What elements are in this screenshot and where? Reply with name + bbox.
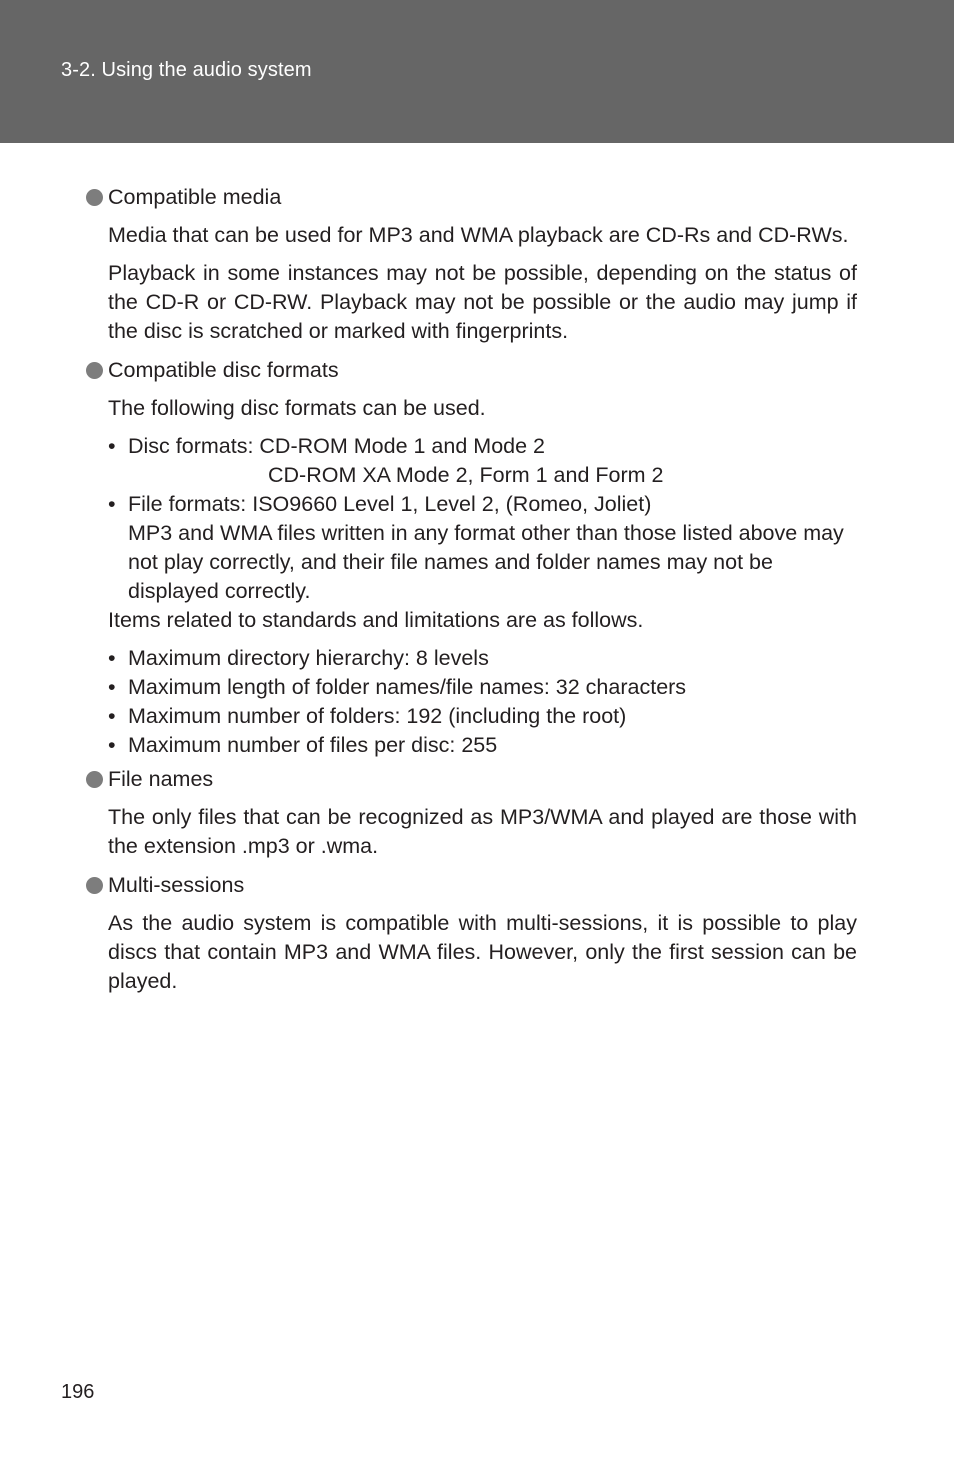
bullet-mark: •: [108, 646, 116, 670]
bullet-mark: •: [108, 492, 116, 516]
bullet-mark: •: [108, 733, 116, 757]
list-item: • Maximum number of files per disc: 255: [108, 731, 857, 760]
paragraph: Media that can be used for MP3 and WMA playback are CD-Rs and CD-RWs.: [108, 223, 849, 247]
paragraph: The following disc formats can be used.: [108, 396, 486, 420]
file-formats-note: MP3 and WMA files written in any format other than those listed above may not play correctly, and their file names and folder names may not be displayed correctly.: [128, 521, 844, 603]
paragraph: The only files that can be recognized as MP3/WMA and played are those with the extension .mp3 or .wma.: [108, 805, 857, 858]
disc-formats-line1: Disc formats: CD-ROM Mode 1 and Mode 2: [128, 434, 545, 458]
heading-text: Compatible media: [108, 185, 282, 209]
limits-list: [108, 644, 857, 760]
heading-text: File names: [108, 767, 214, 791]
list-item: [108, 432, 857, 490]
heading-text: Compatible disc formats: [108, 358, 339, 382]
heading-file-names: [86, 765, 857, 794]
list-item: • Maximum directory hierarchy: 8 levels: [108, 644, 857, 673]
heading-text: Multi-sessions: [108, 873, 245, 897]
page-content: [86, 181, 857, 996]
heading-compatible-disc-formats: [86, 356, 857, 385]
list-item: • Maximum number of folders: 192 (including the root): [108, 702, 857, 731]
circle-bullet-icon: [86, 771, 103, 788]
bullet-mark: •: [108, 704, 116, 728]
bullet-mark: •: [108, 434, 116, 458]
section-title: 3-2. Using the audio system: [61, 59, 312, 81]
circle-bullet-icon: [86, 877, 103, 894]
page-number: 196: [61, 1381, 95, 1403]
paragraph: Items related to standards and limitations are as follows.: [108, 608, 644, 632]
heading-multi-sessions: [86, 871, 857, 900]
paragraph: As the audio system is compatible with multi-sessions, it is possible to play discs that contain MP3 and WMA files. However, only the first session can be played.: [108, 911, 857, 993]
format-list: [108, 432, 857, 606]
bullet-mark: •: [108, 675, 116, 699]
list-item: [108, 490, 857, 606]
circle-bullet-icon: [86, 189, 103, 206]
file-formats-line1: File formats: ISO9660 Level 1, Level 2, (Romeo, Joliet): [128, 492, 652, 516]
circle-bullet-icon: [86, 362, 103, 379]
paragraph: Playback in some instances may not be possible, depending on the status of the CD-R or CD-RW. Playback may not be possible or the audio may jump if the disc is scratched or marked with fingerprints.: [108, 261, 857, 343]
list-item: • Maximum length of folder names/file names: 32 characters: [108, 673, 857, 702]
disc-formats-line2: CD-ROM XA Mode 2, Form 1 and Form 2: [268, 463, 664, 487]
heading-compatible-media: [86, 183, 857, 212]
page-header: [0, 0, 954, 143]
